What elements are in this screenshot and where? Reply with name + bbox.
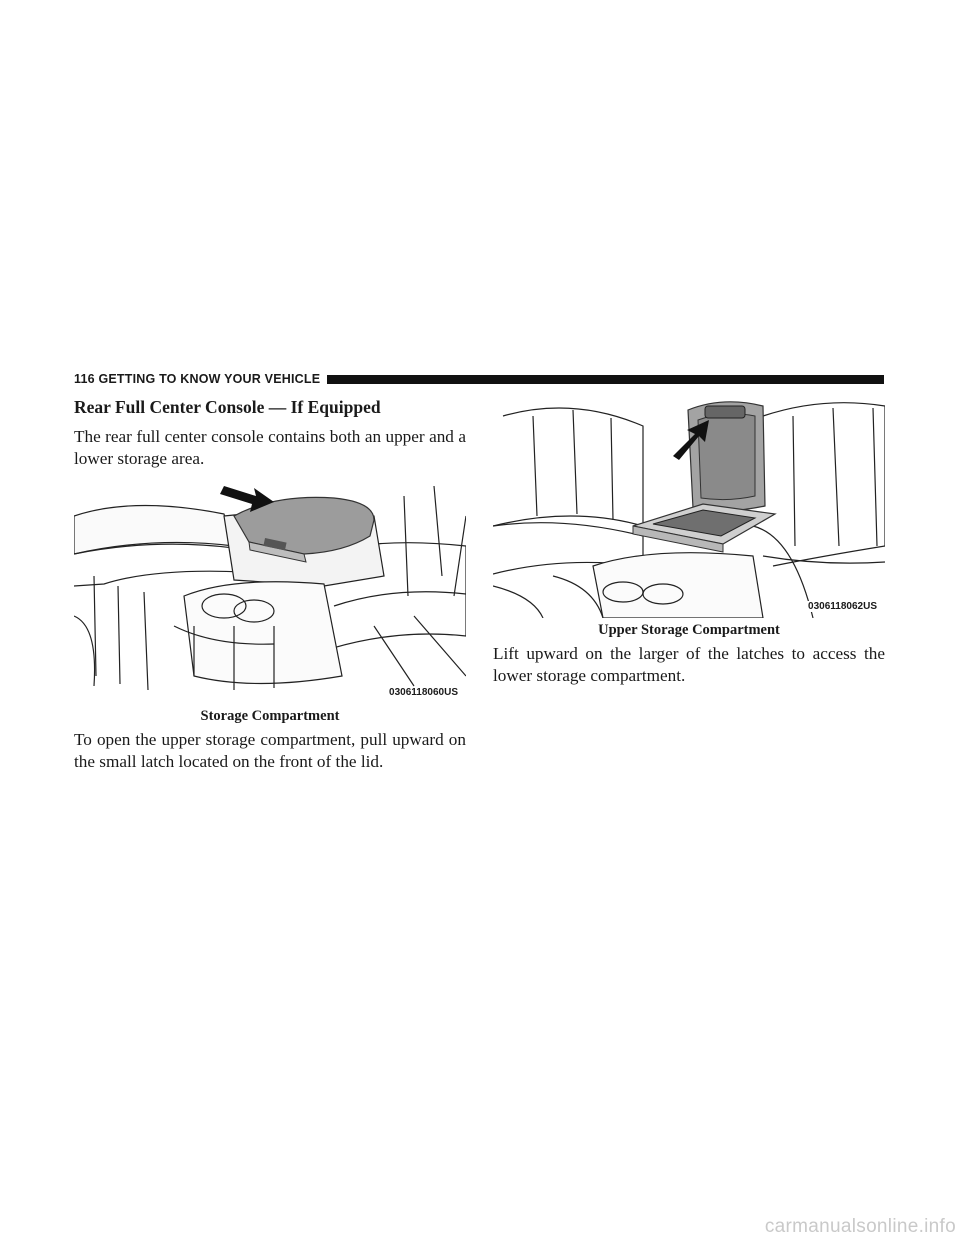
lower-storage-paragraph: Lift upward on the larger of the latches to access the lower storage compartment. (493, 644, 885, 685)
figure-caption: Storage Compartment (200, 708, 340, 724)
figure-code: 0306118062US (808, 601, 877, 612)
section-heading: Rear Full Center Console — If Equipped (74, 397, 381, 417)
open-instructions-paragraph: To open the upper storage compartment, pull upward on the small latch located on the front of the lid. (74, 730, 466, 771)
page-header (74, 372, 884, 386)
left-column (74, 396, 466, 773)
figure-code: 0306118060US (389, 687, 458, 698)
upper-storage-figure (493, 396, 885, 618)
header-rule (327, 375, 884, 384)
right-column (493, 396, 885, 687)
intro-paragraph: The rear full center console contains both an upper and a lower storage area. (74, 427, 466, 468)
storage-compartment-illustration (74, 476, 466, 704)
storage-compartment-figure (74, 476, 466, 704)
figure-caption: Upper Storage Compartment (598, 622, 780, 638)
page-number-section: 116 GETTING TO KNOW YOUR VEHICLE (74, 372, 321, 386)
watermark: carmanualsonline.info (764, 1216, 956, 1237)
upper-storage-illustration (493, 396, 885, 618)
